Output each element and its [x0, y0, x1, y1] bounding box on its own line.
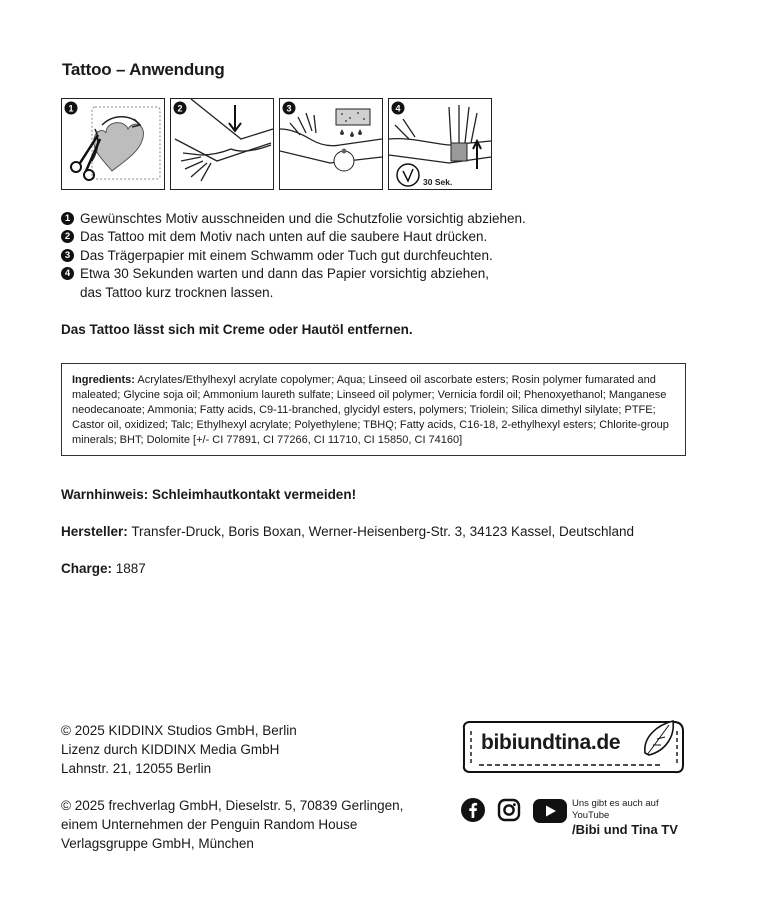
- instruction-item: [61, 210, 526, 228]
- step-panel-4: [388, 98, 492, 190]
- ingredients-label: Ingredients:: [72, 374, 135, 386]
- step-panel-2: [170, 98, 274, 190]
- batch-value: 1887: [115, 561, 146, 576]
- youtube-channel-link[interactable]: /Bibi und Tina TV: [572, 822, 678, 837]
- youtube-icon[interactable]: [533, 799, 567, 823]
- step-illustrations: [61, 98, 497, 192]
- manufacturer-value: Transfer-Druck, Boris Boxan, Werner-Heisenberg-Str. 3, 34123 Kassel, Deutschland: [131, 524, 635, 539]
- instruction-item: [61, 247, 526, 265]
- step-panel-3: [279, 98, 383, 190]
- bibiundtina-logo: [461, 719, 687, 775]
- instruction-text: Etwa 30 Sekunden warten und dann das Papier vorsichtig abziehen,: [80, 266, 490, 282]
- instruction-text: Das Tattoo mit dem Motiv nach unten auf die saubere Haut drücken.: [80, 229, 488, 245]
- step-number-badge: 3: [61, 249, 74, 262]
- copyright-line: © 2025 KIDDINX Studios GmbH, Berlin: [61, 723, 297, 738]
- cut-tattoo-illustration: [62, 99, 166, 191]
- facebook-icon[interactable]: [461, 798, 485, 822]
- instruction-item: [61, 265, 526, 283]
- manufacturer-line: [61, 524, 634, 539]
- copyright-line: Lahnstr. 21, 12055 Berlin: [61, 761, 212, 776]
- copyright-line: Verlagsgruppe GmbH, München: [61, 836, 254, 851]
- timer-label: 30 Sek.: [423, 177, 453, 187]
- youtube-caption-small: Uns gibt es auch auf YouTube: [572, 798, 659, 821]
- copyright-line: © 2025 frechverlag GmbH, Dieselstr. 5, 70839 Gerlingen,: [61, 798, 404, 813]
- batch-line: [61, 561, 146, 576]
- copyright-line: einem Unternehmen der Penguin Random House: [61, 817, 358, 832]
- batch-label: Charge:: [61, 561, 113, 576]
- copyright-frechverlag: [61, 796, 403, 853]
- copyright-line: Lizenz durch KIDDINX Media GmbH: [61, 742, 280, 757]
- svg-text:3: 3: [286, 103, 292, 114]
- svg-text:4: 4: [395, 103, 401, 114]
- instruction-item: [61, 228, 526, 246]
- step-number-badge: 2: [61, 230, 74, 243]
- social-links: [461, 798, 691, 837]
- brand-logo-text: bibiundtina.de: [481, 731, 621, 754]
- youtube-caption: [572, 798, 691, 838]
- instagram-icon[interactable]: [497, 798, 521, 822]
- step-panel-1: [61, 98, 165, 190]
- copyright-kiddinx: [61, 721, 297, 778]
- ingredients-box: [61, 363, 686, 456]
- instruction-text-continued: das Tattoo kurz trocknen lassen.: [80, 284, 274, 300]
- step-number-badge: 4: [61, 267, 74, 280]
- press-tattoo-illustration: [171, 99, 275, 191]
- warning-text: Warnhinweis: Schleimhautkontakt vermeiden!: [61, 487, 357, 502]
- instruction-text: Das Trägerpapier mit einem Schwamm oder Tuch gut durchfeuchten.: [80, 247, 493, 263]
- page-title: Tattoo – Anwendung: [62, 60, 225, 79]
- removal-note: Das Tattoo lässt sich mit Creme oder Hautöl entfernen.: [61, 322, 413, 337]
- svg-text:1: 1: [68, 103, 74, 114]
- svg-text:2: 2: [177, 103, 183, 114]
- moisten-paper-illustration: [280, 99, 384, 191]
- manufacturer-label: Hersteller:: [61, 524, 128, 539]
- step-number-badge: 1: [61, 212, 74, 225]
- instruction-text: Gewünschtes Motiv ausschneiden und die Schutzfolie vorsichtig abziehen.: [80, 211, 526, 226]
- ingredients-text: Acrylates/Ethylhexyl acrylate copolymer; Aqua; Linseed oil ascorbate esters; Rosin polymer fumarated and maleated; Glycine soja oil; Ammonium laureth sulfate; Linseed oil polymer; Vernicia fordil oil; Phenoxyethanol; Manganese neodecanoate; Ammonia; Fatty acids, C9-11-branched, glycidyl esters, polymers; Triolein; Silica dimethyl silylate; PTFE; Castor oil, oxidized; Talc; Ethylhexyl acrylate; Polyethylene; TBHQ; Fatty acids, C16-18, 2-ethylhexyl esters; Chlorite-group minerals; BHT; Dolomite [+/- CI 77891, CI 77266, CI 11710, CI 15850, CI 74160]: [72, 374, 669, 446]
- instruction-list: [61, 210, 526, 302]
